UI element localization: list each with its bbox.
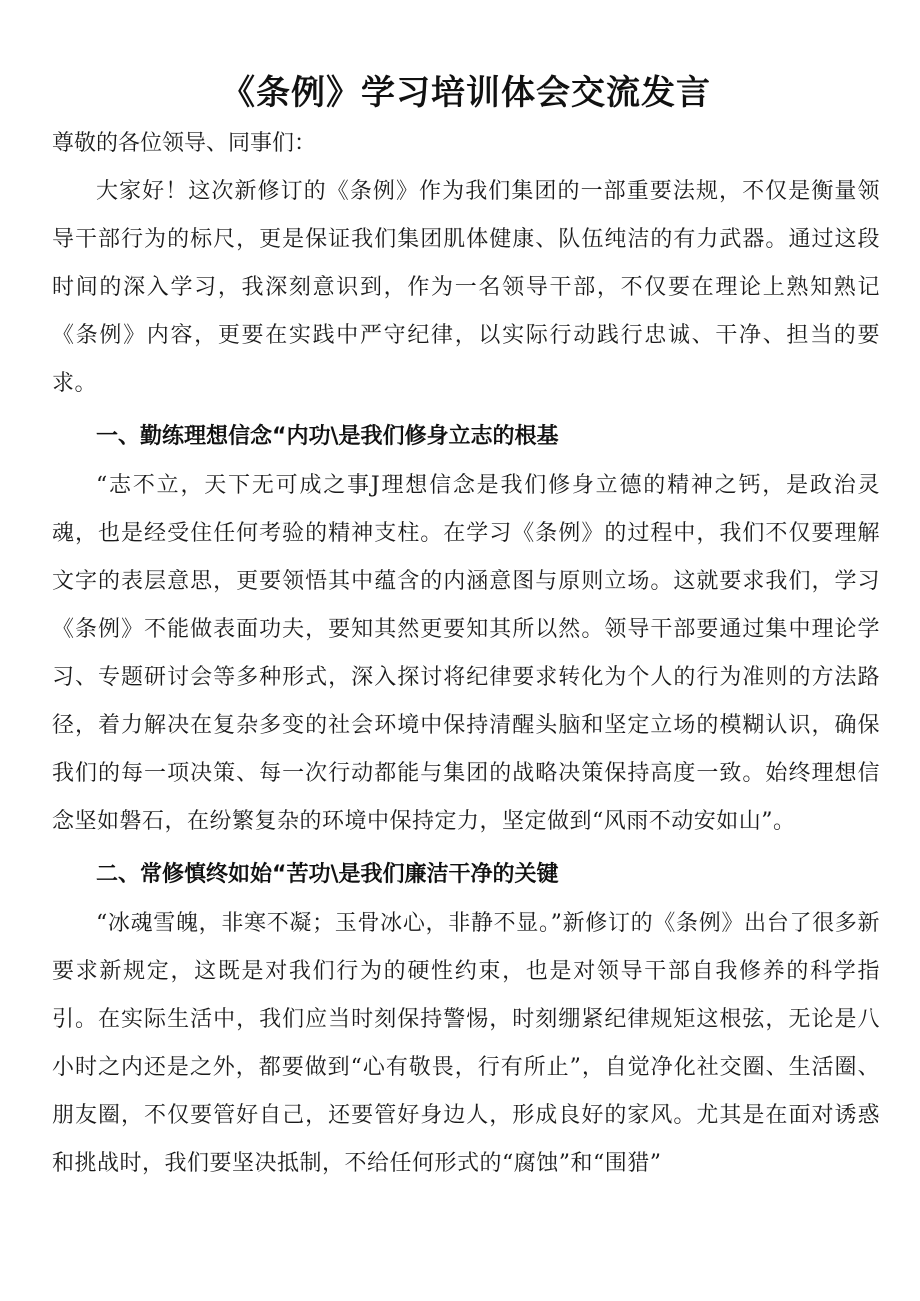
section-2-body: “冰魂雪魄，非寒不凝；玉骨冰心，非静不显。”新修订的《条例》出台了很多新要求新规定，这既是对我们行为的硬性约束，也是对领导干部自我修养的科学指引。在实际生活中，我们应当时刻保持警惕，时刻绷紧纪律规矩这根弦，无论是八小时之内还是之外，都要做到“心有敬畏，行有所止”，自觉净化社交圈、生活圈、朋友圈，不仅要管好自己，还要管好身边人，形成良好的家风。尤其是在面对诱惑和挑战时，我们要坚决抵制，不给任何形式的“腐蚀”和“围猎” bbox=[52, 911, 880, 1176]
intro-paragraph: 大家好！这次新修订的《条例》作为我们集团的一部重要法规，不仅是衡量领导干部行为的标尺，更是保证我们集团肌体健康、队伍纯洁的有力武器。通过这段时间的深入学习，我深刻意识到，作为一名领导干部，不仅要在理论上熟知熟记《条例》内容，更要在实践中严守纪律，以实际行动践行忠诚、干净、担当的要求。 bbox=[52, 179, 880, 396]
section-1-body: “志不立，天下无可成之事J理想信念是我们修身立德的精神之钙，是政治灵魂，也是经受住任何考验的精神支柱。在学习《条例》的过程中，我们不仅要理解文字的表层意思，更要领悟其中蕴含的内涵意图与原则立场。这就要求我们，学习《条例》不能做表面功夫，要知其然更要知其所以然。领导干部要通过集中理论学习、专题研讨会等多种形式，深入探讨将纪律要求转化为个人的行为准则的方法路径，着力解决在复杂多变的社会环境中保持清醒头脑和坚定立场的模糊认识，确保我们的每一项决策、每一次行动都能与集团的战略决策保持高度一致。始终理想信念坚如磐石，在纷繁复杂的环境中保持定力，坚定做到“风雨不动安如山”。 bbox=[52, 473, 880, 834]
section-2-heading: 二、常修慎终如始“苦功\是我们廉洁干净的关键 bbox=[96, 862, 559, 887]
salutation: 尊敬的各位领导、同事们： bbox=[52, 131, 317, 156]
section-1-heading: 一、勤练理想信念“内功\是我们修身立志的根基 bbox=[96, 424, 559, 449]
document-title: 《条例》学习培训体会交流发言 bbox=[221, 73, 711, 113]
